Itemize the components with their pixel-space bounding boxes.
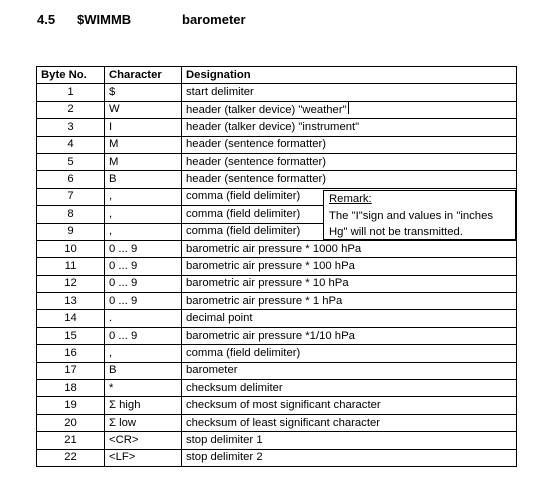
cell-byte-no: 20 — [37, 414, 105, 431]
text-cursor — [348, 102, 349, 114]
cell-byte-no: 6 — [37, 171, 105, 188]
cell-designation: decimal point — [182, 310, 517, 327]
cell-designation: barometric air pressure *1/10 hPa — [182, 327, 517, 344]
table-row — [37, 414, 517, 431]
cell-designation: stop delimiter 1 — [182, 432, 517, 449]
cell-character: 0 ... 9 — [105, 240, 182, 257]
cell-character: $ — [105, 84, 182, 101]
cell-character: M — [105, 153, 182, 170]
cell-character: . — [105, 310, 182, 327]
table-row — [37, 119, 517, 136]
cell-designation: header (sentence formatter) — [182, 171, 517, 188]
cell-character: * — [105, 380, 182, 397]
cell-character: 0 ... 9 — [105, 275, 182, 292]
cell-byte-no: 10 — [37, 240, 105, 257]
cell-byte-no: 15 — [37, 327, 105, 344]
header-character: Character — [105, 67, 182, 84]
cell-designation: barometric air pressure * 1 hPa — [182, 293, 517, 310]
cell-character: I — [105, 119, 182, 136]
cell-byte-no: 16 — [37, 345, 105, 362]
cell-byte-no: 2 — [37, 101, 105, 118]
cell-character: <LF> — [105, 449, 182, 466]
cell-byte-no: 18 — [37, 380, 105, 397]
header-designation: Designation — [182, 67, 517, 84]
cell-character: 0 ... 9 — [105, 258, 182, 275]
cell-byte-no: 14 — [37, 310, 105, 327]
cell-designation: barometer — [182, 362, 517, 379]
byte-table — [36, 66, 517, 467]
cell-character: Σ high — [105, 397, 182, 414]
section-code: $WIMMB — [77, 12, 132, 27]
cell-designation: checksum of least significant character — [182, 414, 517, 431]
cell-character: M — [105, 136, 182, 153]
cell-byte-no: 3 — [37, 119, 105, 136]
cell-byte-no: 19 — [37, 397, 105, 414]
cell-designation: checksum of most significant character — [182, 397, 517, 414]
table-row — [37, 397, 517, 414]
cell-designation: barometric air pressure * 1000 hPa — [182, 240, 517, 257]
cell-byte-no: 9 — [37, 223, 105, 240]
cell-byte-no: 22 — [37, 449, 105, 466]
table-row — [37, 380, 517, 397]
cell-designation: header (sentence formatter) — [182, 136, 517, 153]
header-byte-no: Byte No. — [37, 67, 105, 84]
table-row — [37, 84, 517, 101]
remark-box — [323, 190, 516, 240]
cell-designation: comma (field delimiter) — [182, 206, 517, 223]
table-header-row — [37, 67, 517, 84]
cell-byte-no: 12 — [37, 275, 105, 292]
cell-byte-no: 13 — [37, 293, 105, 310]
cell-designation: stop delimiter 2 — [182, 449, 517, 466]
cell-designation: start delimiter — [182, 84, 517, 101]
cell-byte-no: 8 — [37, 206, 105, 223]
table-row — [37, 449, 517, 466]
cell-character: , — [105, 188, 182, 205]
remark-line-2: Hg" will not be transmitted. — [329, 226, 463, 238]
cell-character: 0 ... 9 — [105, 327, 182, 344]
cell-character: <CR> — [105, 432, 182, 449]
cell-byte-no: 7 — [37, 188, 105, 205]
cell-character: 0 ... 9 — [105, 293, 182, 310]
remark-line-1: The "I"sign and values in "inches — [329, 209, 494, 222]
cell-designation: header (talker device) "weather" — [182, 101, 517, 118]
cell-designation: header (sentence formatter) — [182, 153, 517, 170]
cell-character: , — [105, 206, 182, 223]
table-row — [37, 240, 517, 257]
cell-byte-no: 17 — [37, 362, 105, 379]
cell-character: , — [105, 345, 182, 362]
cell-character: Σ low — [105, 414, 182, 431]
cell-designation: header (talker device) "instrument" — [182, 119, 517, 136]
cell-byte-no: 4 — [37, 136, 105, 153]
remark-title: Remark: — [329, 193, 372, 205]
table-row — [37, 153, 517, 170]
cell-designation: barometric air pressure * 10 hPa — [182, 275, 517, 292]
table-row — [37, 310, 517, 327]
cell-byte-no: 11 — [37, 258, 105, 275]
cell-designation: comma (field delimiter) — [182, 345, 517, 362]
cell-byte-no: 21 — [37, 432, 105, 449]
table-row — [37, 293, 517, 310]
table-row — [37, 345, 517, 362]
table-row — [37, 136, 517, 153]
table-row — [37, 258, 517, 275]
table-row — [37, 275, 517, 292]
section-name: barometer — [182, 12, 246, 27]
cell-byte-no: 5 — [37, 153, 105, 170]
cell-character: B — [105, 362, 182, 379]
table-row — [37, 362, 517, 379]
cell-designation: comma (field delimiter) — [182, 223, 517, 240]
cell-designation: barometric air pressure * 100 hPa — [182, 258, 517, 275]
table-row — [37, 171, 517, 188]
cell-character: W — [105, 101, 182, 118]
cell-character: B — [105, 171, 182, 188]
table-row — [37, 101, 517, 118]
cell-byte-no: 1 — [37, 84, 105, 101]
table-row — [37, 327, 517, 344]
cell-character: , — [105, 223, 182, 240]
table-row — [37, 432, 517, 449]
section-number: 4.5 — [37, 12, 56, 27]
cell-designation: checksum delimiter — [182, 380, 517, 397]
cell-designation: comma (field delimiter) — [182, 188, 517, 205]
